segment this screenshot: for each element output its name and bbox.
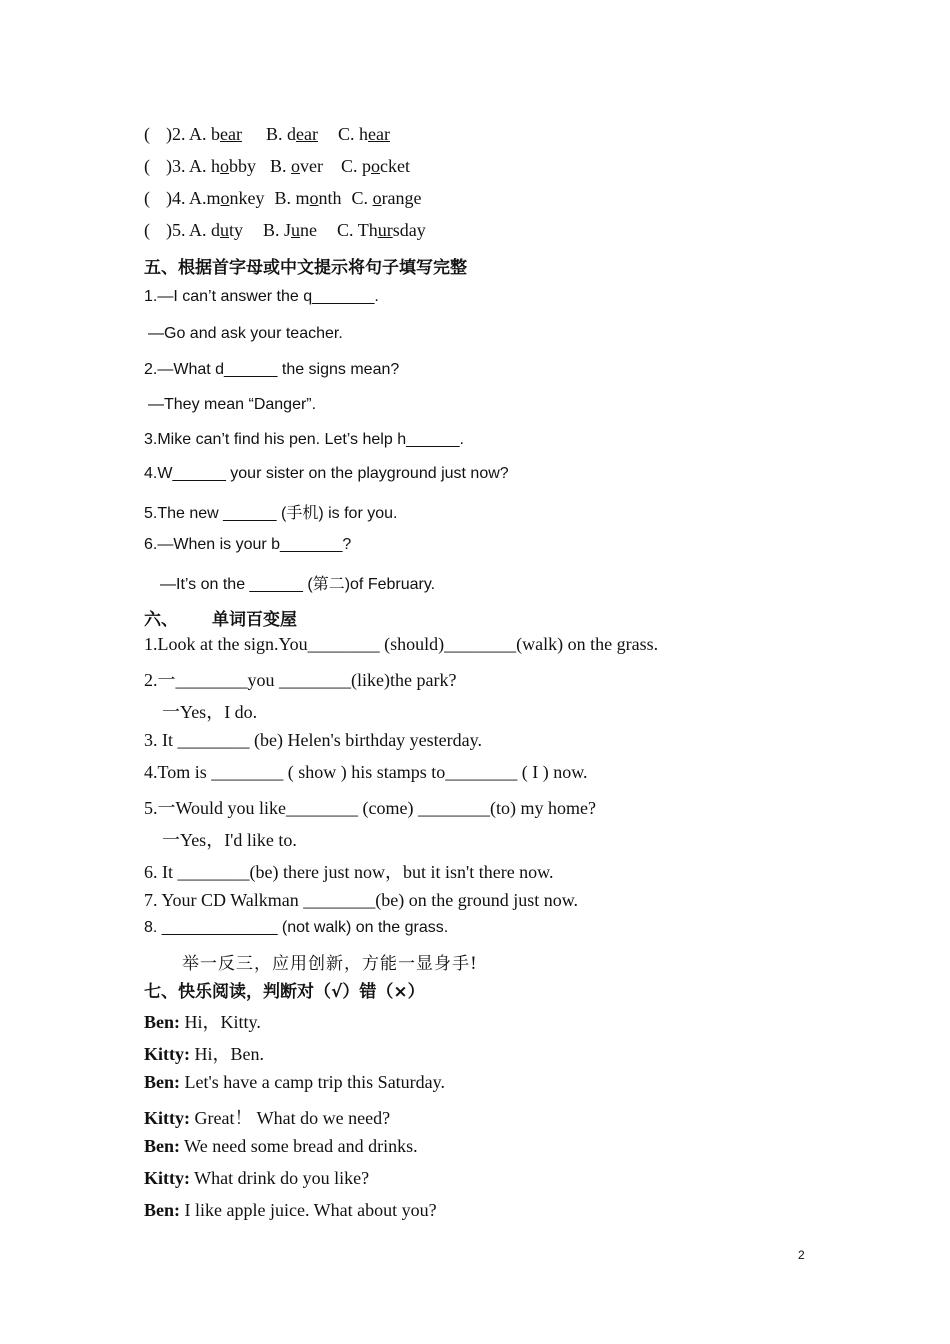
fill-line: 3.Mike can’t find his pen. Let’s help h______. [144,431,464,448]
page-number: 2 [798,1248,805,1262]
word-form-line: 3. It ________ (be) Helen's birthday yesterday. [144,730,482,750]
dialogue-line: Kitty: Great！ What do we need? [144,1108,391,1128]
dialogue-line: Kitty: Hi，Ben. [144,1044,264,1064]
fill-line: —They mean “Danger”. [148,396,317,413]
word-form-line: 4.Tom is ________ ( show ) his stamps to________ ( I ) now. [144,762,588,782]
encouragement-text: 举一反三，应用创新，方能一显身手! [182,954,478,974]
dialogue-line: Ben: Hi，Kitty. [144,1012,261,1032]
section-7-title: 七、快乐阅读，判断对（√）错（×） [144,982,425,1002]
phonics-question-3: ( )3. A. hobby B. over C. pocket [144,156,410,176]
fill-line: 6.—When is your b_______? [144,536,352,553]
word-form-line: 6. It ________(be) there just now，but it isn't there now. [144,862,554,882]
section-6-title: 六、 单词百变屋 [144,610,297,630]
dialogue-line: Ben: We need some bread and drinks. [144,1136,418,1156]
answer-paren: ( [144,124,150,144]
fill-line: 1.—I can’t answer the q_______. [144,288,379,305]
word-form-line: 5.一Would you like________ (come) ________(to) my home? [144,798,596,818]
section-5-title: 五、根据首字母或中文提示将句子填写完整 [144,258,467,278]
word-form-line: 2.一________you ________(like)the park? [144,670,457,690]
phonics-question-5: ( )5. A. duty B. June C. Thursday [144,220,426,240]
phonics-question-4: ( )4. A.monkey B. month C. orange [144,188,422,208]
word-form-line: 8. _____________ (not walk) on the grass. [144,919,449,936]
dialogue-line: Ben: I like apple juice. What about you? [144,1200,437,1220]
phonics-question-2: ( )2. A. bear B. dear C. hear [144,124,390,144]
word-form-line: 一Yes，I do. [162,702,258,722]
fill-line: 2.—What d______ the signs mean? [144,361,400,378]
fill-line: —It’s on the ______ (第二)of February. [160,576,436,593]
word-form-line: 7. Your CD Walkman ________(be) on the ground just now. [144,890,579,910]
dialogue-line: Kitty: What drink do you like? [144,1168,370,1188]
fill-line: 5.The new ______ (手机) is for you. [144,505,398,522]
fill-line: 4.W______ your sister on the playground just now? [144,465,509,482]
fill-line: —Go and ask your teacher. [148,325,343,342]
word-form-line: 一Yes，I'd like to. [162,830,297,850]
word-form-line: 1.Look at the sign.You________ (should)________(walk) on the grass. [144,634,659,654]
dialogue-line: Ben: Let's have a camp trip this Saturday. [144,1072,445,1092]
